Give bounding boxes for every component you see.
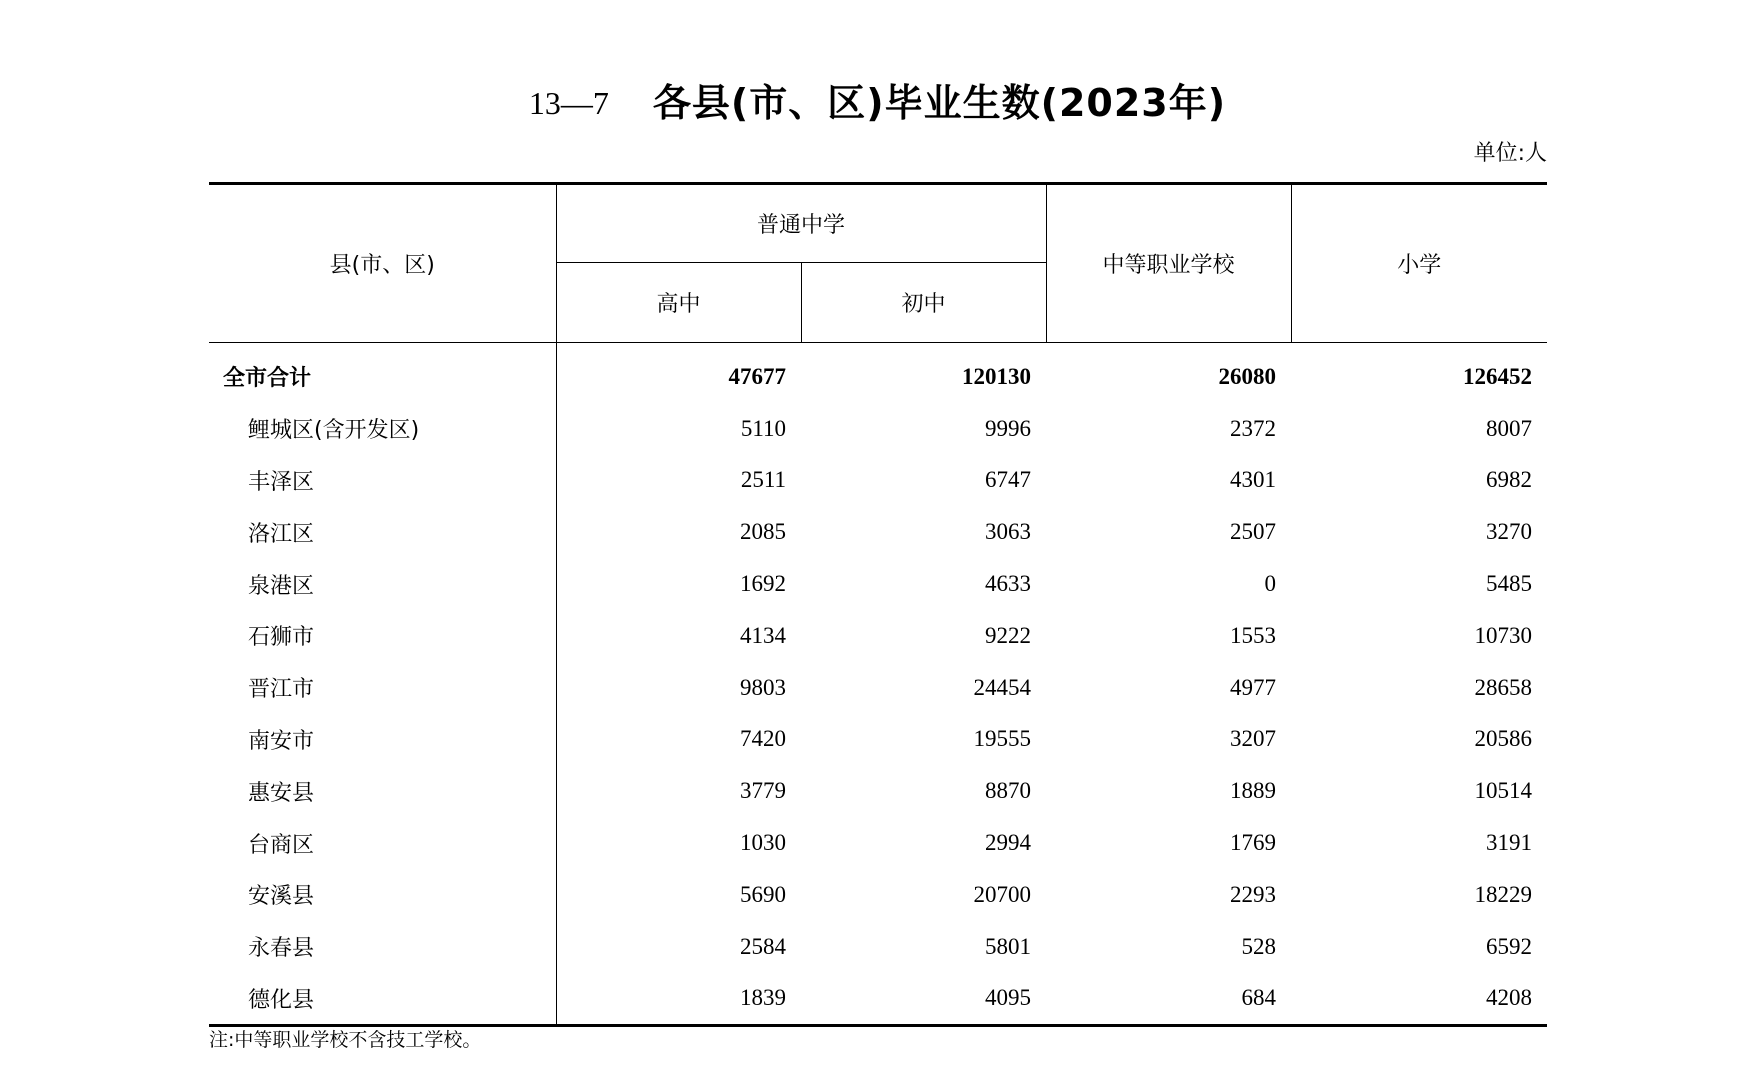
- vocational-value: 4301: [1230, 467, 1277, 493]
- senior-high-value: 3779: [740, 778, 786, 804]
- unit-label: 单位:人: [1473, 141, 1547, 166]
- junior-high-value: 8870: [985, 778, 1032, 804]
- junior-high-value: 2994: [985, 830, 1032, 856]
- senior-high-value: 4134: [740, 622, 786, 648]
- region-name: 泉港区: [209, 558, 556, 610]
- junior-high-value: 19555: [973, 726, 1032, 752]
- vocational-value: 528: [1241, 933, 1277, 959]
- senior-high-value: 5110: [740, 415, 786, 441]
- primary-value: 6592: [1486, 933, 1533, 959]
- footnote: 注:中等职业学校不含技工学校。: [209, 1029, 482, 1051]
- table-row-total: [209, 343, 1547, 403]
- table-row: [209, 714, 1547, 766]
- primary-value: 4208: [1291, 973, 1547, 1026]
- primary-value: 10514: [1474, 778, 1533, 804]
- senior-high-value: 47677: [728, 363, 786, 389]
- vocational-value: 1553: [1230, 622, 1277, 648]
- junior-high-value: 120130: [962, 363, 1032, 389]
- table-title: [0, 78, 1755, 128]
- region-name: 南安市: [209, 714, 556, 766]
- primary-value: 28658: [1474, 674, 1533, 700]
- header-junior-high: 初中: [801, 263, 1046, 343]
- junior-high-value: 4095: [801, 973, 1046, 1026]
- junior-high-value: 3063: [985, 519, 1032, 545]
- table-row: [209, 558, 1547, 610]
- vocational-value: 2372: [1230, 415, 1277, 441]
- primary-value: 10730: [1474, 622, 1533, 648]
- region-name: 台商区: [209, 817, 556, 869]
- table-row: [209, 662, 1547, 714]
- vocational-value: 26080: [1218, 363, 1277, 389]
- header-senior-high: 高中: [556, 263, 801, 343]
- junior-high-value: 9996: [985, 415, 1032, 441]
- primary-value: 3270: [1486, 519, 1533, 545]
- senior-high-value: 7420: [740, 726, 786, 752]
- vocational-value: 2507: [1230, 519, 1277, 545]
- vocational-value: 3207: [1230, 726, 1277, 752]
- primary-value: 6982: [1486, 467, 1533, 493]
- region-name: 惠安县: [209, 765, 556, 817]
- table-row: [209, 610, 1547, 662]
- vocational-value: 684: [1046, 973, 1291, 1026]
- senior-high-value: 2085: [740, 519, 786, 545]
- primary-value: 3191: [1486, 830, 1533, 856]
- table-row: [209, 973, 1547, 1026]
- graduates-table: [209, 182, 1547, 1027]
- junior-high-value: 24454: [973, 674, 1032, 700]
- region-name: 鲤城区(含开发区): [209, 403, 556, 455]
- region-name: 丰泽区: [209, 455, 556, 507]
- vocational-value: 2293: [1230, 881, 1277, 907]
- vocational-value: 1889: [1230, 778, 1277, 804]
- region-name: 永春县: [209, 921, 556, 973]
- junior-high-value: 5801: [985, 933, 1032, 959]
- table-name: 各县(市、区)毕业生数(2023年): [652, 81, 1227, 125]
- table-row: [209, 921, 1547, 973]
- header-primary: 小学: [1291, 184, 1547, 343]
- region-name: 德化县: [209, 973, 556, 1026]
- senior-high-value: 1692: [740, 571, 786, 597]
- header-general-secondary: 普通中学: [556, 184, 1046, 263]
- junior-high-value: 6747: [985, 467, 1032, 493]
- region-name: 石狮市: [209, 610, 556, 662]
- region-name: 安溪县: [209, 869, 556, 921]
- senior-high-value: 1030: [740, 830, 786, 856]
- vocational-value: 4977: [1230, 674, 1277, 700]
- region-name: 全市合计: [209, 343, 556, 403]
- table-row: [209, 817, 1547, 869]
- junior-high-value: 9222: [985, 622, 1032, 648]
- senior-high-value: 9803: [740, 674, 786, 700]
- table-row: [209, 455, 1547, 507]
- table-row: [209, 869, 1547, 921]
- junior-high-value: 4633: [985, 571, 1032, 597]
- table-number: 13—7: [528, 85, 609, 121]
- senior-high-value: 2584: [740, 933, 786, 959]
- region-name: 洛江区: [209, 506, 556, 558]
- header-region: 县(市、区): [209, 184, 556, 343]
- vocational-value: 1769: [1230, 830, 1277, 856]
- primary-value: 18229: [1474, 881, 1533, 907]
- region-name: 晋江市: [209, 662, 556, 714]
- senior-high-value: 2511: [740, 467, 786, 493]
- junior-high-value: 20700: [973, 881, 1032, 907]
- primary-value: 5485: [1486, 571, 1533, 597]
- primary-value: 20586: [1474, 726, 1533, 752]
- senior-high-value: 1839: [556, 973, 801, 1026]
- table-row: [209, 506, 1547, 558]
- header-vocational: 中等职业学校: [1046, 184, 1291, 343]
- table-row: [209, 765, 1547, 817]
- senior-high-value: 5690: [740, 881, 786, 907]
- primary-value: 8007: [1486, 415, 1533, 441]
- primary-value: 126452: [1463, 363, 1533, 389]
- table-row: [209, 403, 1547, 455]
- vocational-value: 0: [1264, 571, 1277, 597]
